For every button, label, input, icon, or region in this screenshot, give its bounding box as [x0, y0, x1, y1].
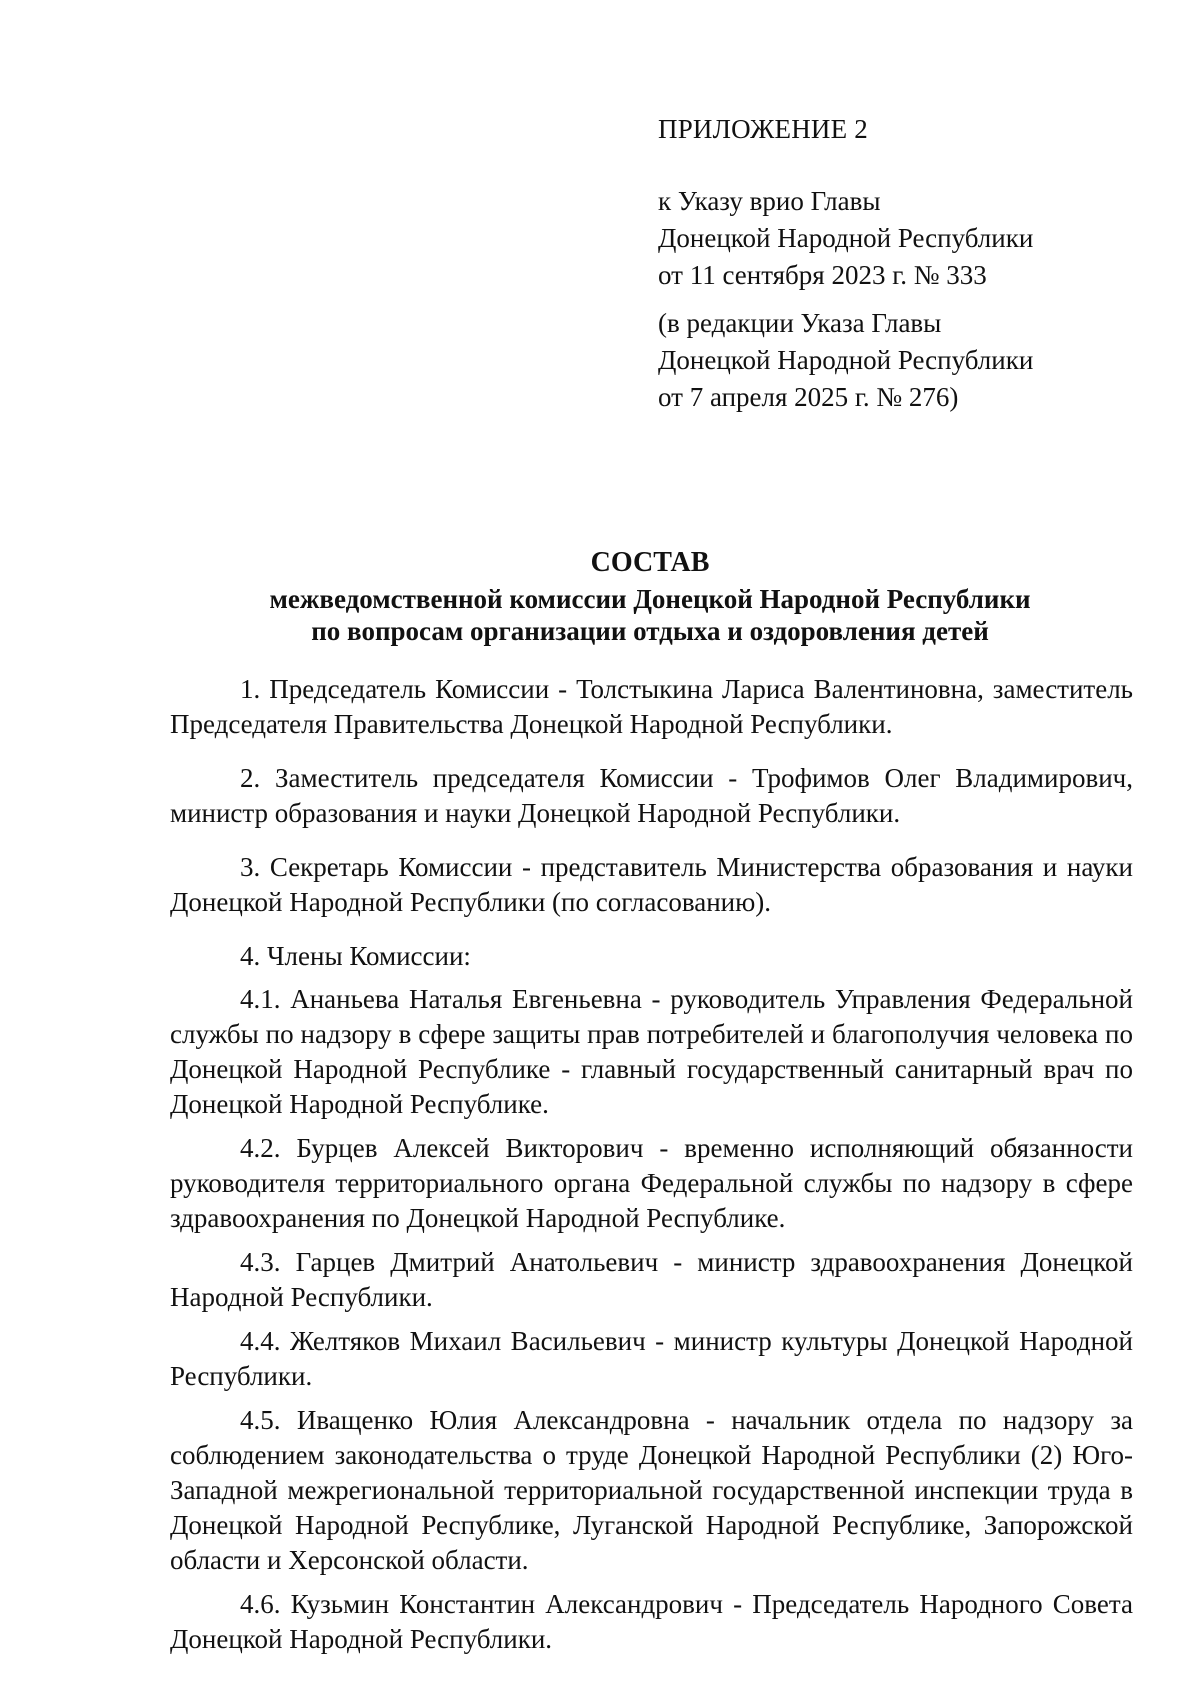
document-body [170, 672, 1133, 1666]
appendix-edit-line: от 7 апреля 2025 г. № 276) [658, 382, 959, 412]
appendix-edit-line: Донецкой Народной Республики [658, 345, 1034, 375]
paragraph-member: 4.1. Ананьева Наталья Евгеньевна - руководитель Управления Федеральной службы по надзору в сфере защиты прав потребителей и благополучия человека по Донецкой Народной Республике - главный государственный санитарный врач по Донецкой Народной Республике. [170, 984, 1133, 1119]
paragraph-secretary: 3. Секретарь Комиссии - представитель Министерства образования и науки Донецкой Народной Республики (по согласованию). [170, 852, 1133, 917]
paragraph-chairman: 1. Председатель Комиссии - Толстыкина Лариса Валентиновна, заместитель Председателя Правительства Донецкой Народной Республики. [170, 674, 1133, 739]
paragraph-member: 4.6. Кузьмин Константин Александрович - Председатель Народного Совета Донецкой Народной Республики. [170, 1589, 1133, 1654]
paragraph-members-heading: 4. Члены Комиссии: [240, 941, 471, 971]
paragraph-member: 4.3. Гарцев Дмитрий Анатольевич - министр здравоохранения Донецкой Народной Республики. [170, 1247, 1133, 1312]
appendix-edition-note [658, 305, 1098, 416]
appendix-reference [658, 183, 1098, 294]
appendix-ref-line: к Указу врио Главы [658, 186, 881, 216]
paragraph-member: 4.2. Бурцев Алексей Викторович - временно исполняющий обязанности руководителя территориального органа Федеральной службы по надзору в сфере здравоохранения по Донецкой Народной Республике. [170, 1133, 1133, 1233]
paragraph-deputy-chairman: 2. Заместитель председателя Комиссии - Трофимов Олег Владимирович, министр образования и науки Донецкой Народной Республики. [170, 763, 1133, 828]
appendix-title [658, 111, 1098, 148]
document-title: СОСТАВ [590, 547, 710, 578]
appendix-ref-line: Донецкой Народной Республики [658, 223, 1034, 253]
appendix-ref-line: от 11 сентября 2023 г. № 333 [658, 260, 987, 290]
document-subtitle-line: по вопросам организации отдыха и оздоровления детей [311, 616, 989, 646]
paragraph-member: 4.4. Желтяков Михаил Васильевич - министр культуры Донецкой Народной Республики. [170, 1326, 1133, 1391]
paragraph-member: 4.5. Иващенко Юлия Александровна - начальник отдела по надзору за соблюдением законодательства о труде Донецкой Народной Республики (2) Юго-Западной межрегиональной территориальной государственной инспекции труда в Донецкой Народной Республике, Луганской Народной Республике, Запорожской области и Херсонской области. [170, 1405, 1133, 1575]
document-subtitle-line: межведомственной комиссии Донецкой Народной Республики [269, 584, 1031, 614]
appendix-title-text: ПРИЛОЖЕНИЕ 2 [658, 114, 868, 144]
appendix-edit-line: (в редакции Указа Главы [658, 308, 942, 338]
